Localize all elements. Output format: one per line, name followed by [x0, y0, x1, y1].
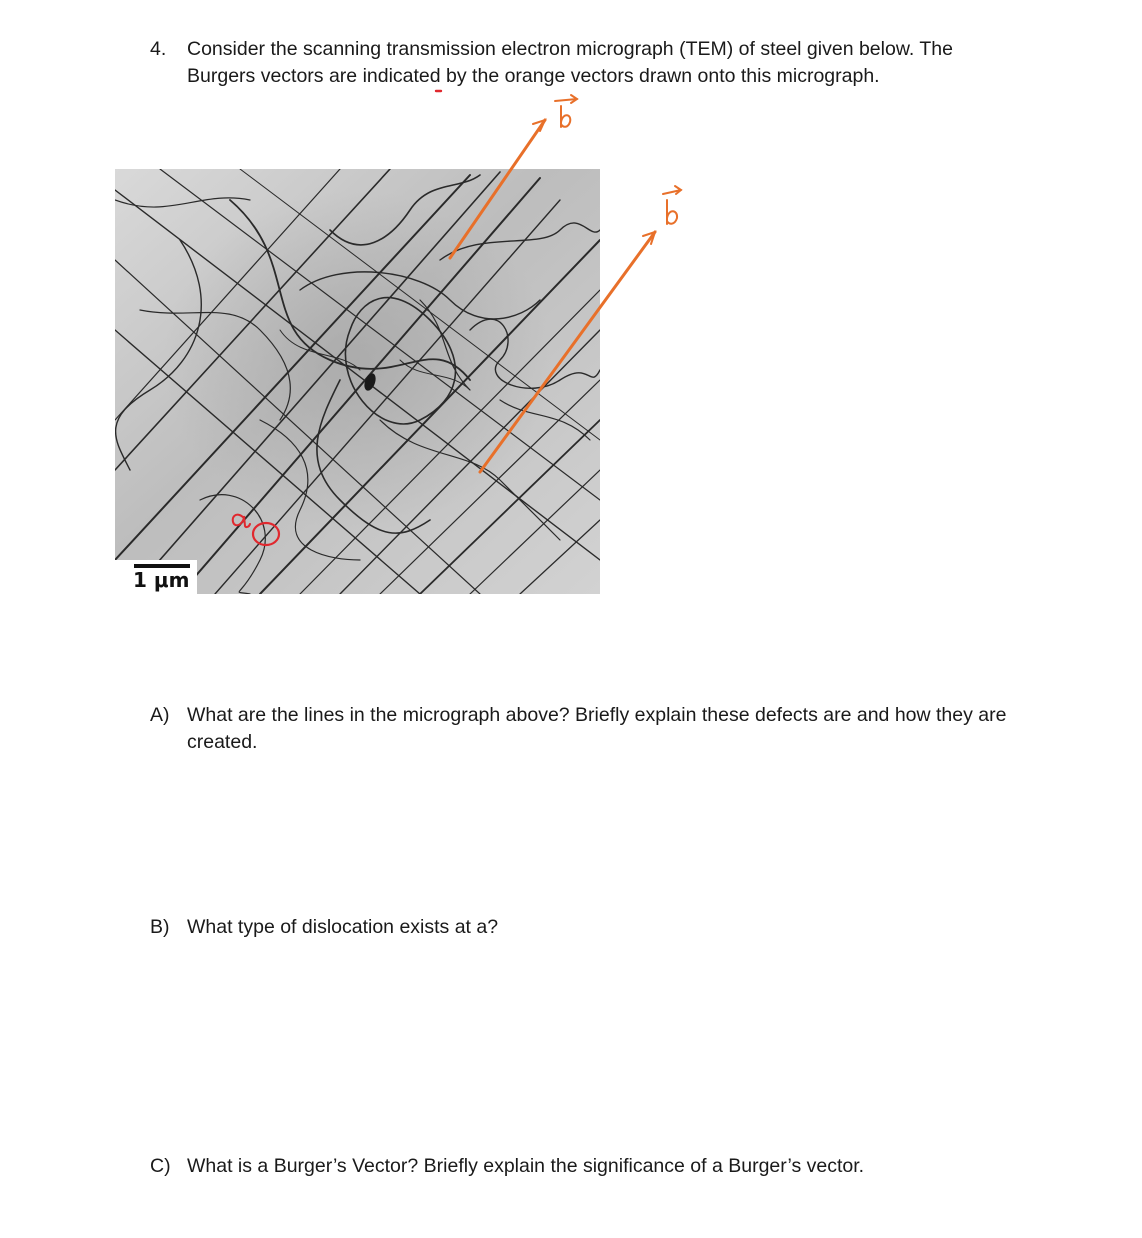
question-text-line-2: Burgers vectors are indicated by the orange vectors drawn onto this micrograph.	[187, 65, 880, 87]
question-text-line-2: created.	[187, 731, 258, 753]
question-number: 4.	[150, 38, 167, 60]
scale-bar	[115, 560, 197, 594]
vector-label-1	[555, 95, 577, 127]
question-number: B)	[150, 916, 170, 938]
question-number: C)	[150, 1155, 171, 1177]
question-text-line-1: Consider the scanning transmission electron micrograph (TEM) of steel given below. The	[187, 38, 953, 60]
vector-label-2	[663, 186, 681, 224]
question-text-line-1: What are the lines in the micrograph above? Briefly explain these defects are and how they are	[187, 704, 1007, 726]
scale-bar-label: 1 μm	[133, 568, 190, 592]
question-text: What type of dislocation exists at a?	[187, 916, 499, 938]
question-text: What is a Burger’s Vector? Briefly explain the significance of a Burger’s vector.	[187, 1155, 865, 1177]
micrograph-image	[115, 169, 600, 594]
question-number: A)	[150, 704, 170, 726]
question-text	[187, 702, 1067, 756]
